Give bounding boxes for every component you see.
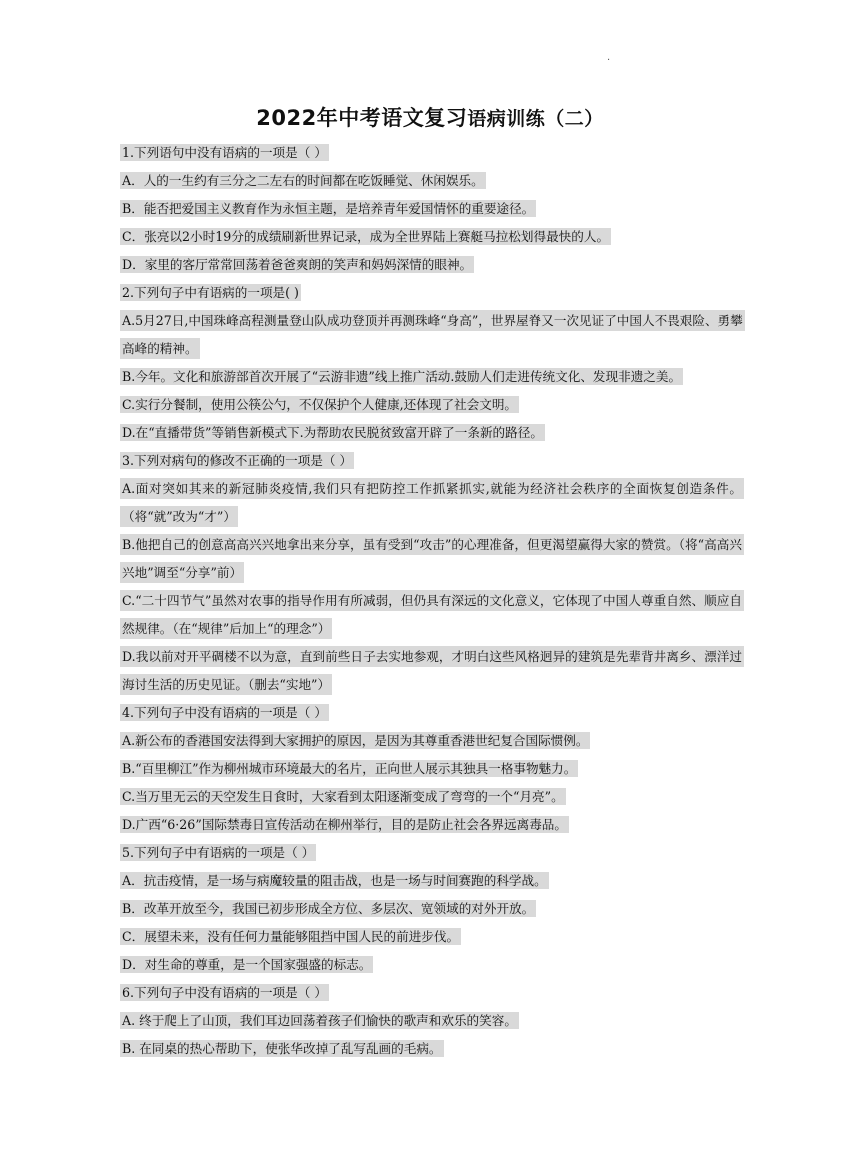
- question-text: 4.下列句子中没有语病的一项是（ ）: [122, 705, 327, 720]
- option-text: B．能否把爱国主义教育作为永恒主题，是培养青年爱国情怀的重要途径。: [122, 201, 535, 216]
- option-text: A. 终于爬上了山顶，我们耳边回荡着孩子们愉快的歌声和欢乐的笑容。: [122, 1013, 517, 1028]
- option-text: A.新公布的香港国安法得到大家拥护的原因，是因为其尊重香港世纪复合国际惯例。: [122, 733, 589, 748]
- question-4-option-d: [120, 818, 744, 832]
- question-1-option-a: [120, 174, 744, 188]
- option-text: A．人的一生约有三分之二左右的时间都在吃饭睡觉、休闲娱乐。: [122, 173, 484, 188]
- question-2-option-d: [120, 426, 744, 440]
- option-text: B.今年。文化和旅游部首次开展了“云游非遗”线上推广活动.鼓励人们走进传统文化、发现非遗之美。: [122, 369, 682, 384]
- title-sub: 语病训练（二）: [467, 108, 604, 130]
- question-1-option-d: [120, 258, 744, 272]
- option-text: C.“二十四节气”虽然对农事的指导作用有所减弱，但仍具有深远的文化意义，它体现了中国人尊重自然、顺应自然规律。（在“规律”后加上“的理念”）: [120, 590, 744, 639]
- option-text: C．展望未来，没有任何力量能够阻挡中国人民的前进步伐。: [122, 929, 460, 944]
- question-1-stem: [120, 146, 744, 160]
- option-text: B. 在同桌的热心帮助下，使张华改掉了乱写乱画的毛病。: [122, 1041, 442, 1056]
- question-1-option-c: [120, 230, 744, 244]
- question-4-option-c: [120, 790, 744, 804]
- question-3-option-d: [120, 643, 744, 699]
- question-3-option-b: [120, 531, 744, 587]
- option-text: B.他把自己的创意高高兴兴地拿出来分享，虽有受到“攻击”的心理准备，但更渴望赢得大家的赞赏。（将“高高兴兴地”调至“分享”前）: [120, 534, 744, 583]
- question-3-option-a: [120, 475, 744, 531]
- question-3-option-c: [120, 587, 744, 643]
- question-5-option-b: [120, 902, 744, 916]
- question-6-stem: [120, 986, 744, 1000]
- option-text: C.实行分餐制，使用公筷公勺，不仅保护个人健康,还体现了社会文明。: [122, 397, 518, 412]
- option-text: B．改革开放至今，我国已初步形成全方位、多层次、宽领域的对外开放。: [122, 901, 535, 916]
- question-2-option-b: [120, 370, 744, 384]
- page-dot-mark: .: [607, 52, 611, 63]
- question-4-stem: [120, 706, 744, 720]
- question-4-option-a: [120, 734, 744, 748]
- title-main: 2022年中考语文复习: [256, 106, 468, 130]
- question-5-option-c: [120, 930, 744, 944]
- option-text: A．抗击疫情，是一场与病魔较量的阻击战，也是一场与时间赛跑的科学战。: [122, 873, 547, 888]
- option-text: D．对生命的尊重，是一个国家强盛的标志。: [122, 957, 372, 972]
- option-text: C．张亮以2小时19分的成绩刷新世界记录，成为全世界陆上赛艇马拉松划得最快的人。: [122, 229, 610, 244]
- question-1-option-b: [120, 202, 744, 216]
- question-5-stem: [120, 846, 744, 860]
- question-text: 2.下列句子中有语病的一项是( ): [122, 285, 299, 300]
- option-text: D.我以前对开平碉楼不以为意，直到前些日子去实地参观，才明白这些风格迥异的建筑是先辈背井离乡、漂洋过海讨生活的历史见证。（删去“实地”）: [120, 646, 744, 695]
- question-list: [120, 146, 744, 1070]
- option-text: D．家里的客厅常常回荡着爸爸爽朗的笑声和妈妈深情的眼神。: [122, 257, 473, 272]
- question-text: 1.下列语句中没有语病的一项是（ ）: [122, 145, 327, 160]
- question-text: 3.下列对病句的修改不正确的一项是（ ）: [122, 453, 353, 468]
- option-text: A.5月27日,中国珠峰高程测量登山队成功登顶并再测珠峰“身高”，世界屋脊又一次见证了中国人不畏艰险、勇攀高峰的精神。: [120, 310, 745, 359]
- question-4-option-b: [120, 762, 744, 776]
- option-text: B.“百里柳江”作为柳州城市环境最大的名片，正向世人展示其独具一格事物魅力。: [122, 761, 577, 776]
- question-2-stem: [120, 286, 744, 300]
- option-text: D.在“直播带货”等销售新模式下.为帮助农民脱贫致富开辟了一条新的路径。: [122, 425, 543, 440]
- option-text: A.面对突如其来的新冠肺炎疫情,我们只有把防控工作抓紧抓实,就能为经济社会秩序的全面恢复创造条件。（将“就”改为“才”）: [120, 478, 744, 527]
- option-text: D.广西“6·26”国际禁毒日宣传活动在柳州举行，目的是防止社会各界远离毒品。: [122, 817, 567, 832]
- question-5-option-d: [120, 958, 744, 972]
- question-5-option-a: [120, 874, 744, 888]
- question-6-option-a: [120, 1014, 744, 1028]
- question-2-option-c: [120, 398, 744, 412]
- question-6-option-b: [120, 1042, 744, 1056]
- question-text: 6.下列句子中没有语病的一项是（ ）: [122, 985, 327, 1000]
- page-title: [0, 102, 860, 132]
- option-text: C.当万里无云的天空发生日食时，大家看到太阳逐渐变成了弯弯的一个“月亮”。: [122, 789, 564, 804]
- question-3-stem: [120, 454, 744, 468]
- question-2-option-a: [120, 307, 744, 363]
- question-text: 5.下列句子中有语病的一项是（ ）: [122, 845, 315, 860]
